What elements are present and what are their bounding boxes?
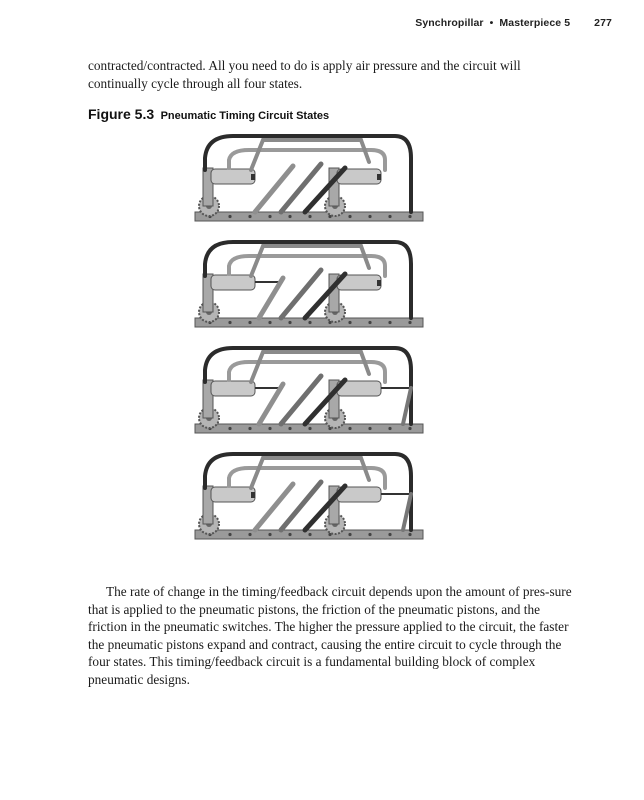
running-head-separator: • [489,17,494,29]
intro-paragraph: contracted/contracted. All you need to do is apply air pressure and the circuit will continually cycle through all four states. [88,58,521,91]
running-head-section: Synchropillar [415,17,484,29]
circuit-state-1 [185,128,435,233]
circuit-state-2 [185,234,435,339]
running-head [415,17,612,29]
body-paragraph: The rate of change in the timing/feedback circuit depends upon the amount of pres-sure that is applied to the pneumatic pistons, the friction of the pneumatic pistons, and the friction in the pneumatic switches. The higher the pressure applied to the circuit, the faster the pneumatic pistons expand and contract, causing the entire circuit to cycle through the four states. This timing/feedback circuit is a fundamental building block of complex pneumatic designs. [88,584,572,687]
circuit-state-3 [185,340,435,445]
figure-title: Pneumatic Timing Circuit States [160,110,330,122]
circuit-state-4 [185,446,435,551]
running-head-chapter: Masterpiece 5 [499,17,571,29]
figure-label: Figure 5.3 [88,106,155,122]
page-number: 277 [594,17,612,29]
figure-pneumatic-timing-circuit [185,122,435,542]
